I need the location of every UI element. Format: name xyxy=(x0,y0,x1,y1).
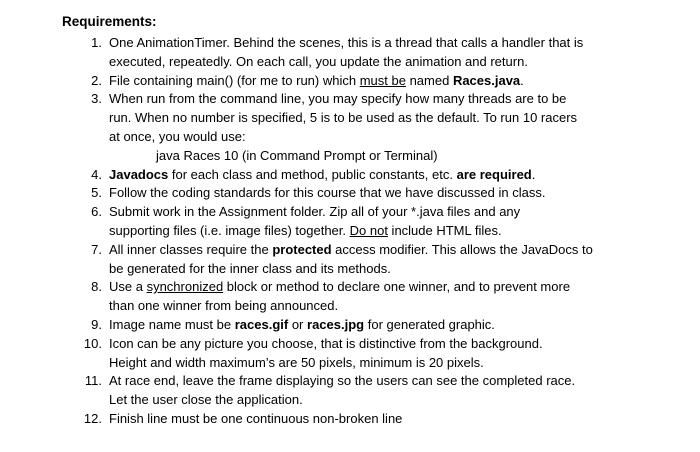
bold-filename: races.jpg xyxy=(307,316,365,332)
item-number: 11. xyxy=(84,373,102,389)
text-run: . xyxy=(520,72,524,88)
item-text-line: When run from the command line, you may specify how many threads are to be xyxy=(109,91,567,107)
item-text-line: Let the user close the application. xyxy=(109,392,303,408)
text-run: All inner classes require the xyxy=(109,241,273,257)
item-text-line: One AnimationTimer. Behind the scenes, this is a thread that calls a handler that is xyxy=(109,35,584,50)
requirements-list xyxy=(0,34,700,429)
item-number: 8. xyxy=(91,279,102,295)
bold-filename: races.gif xyxy=(234,316,289,332)
item-text-line: executed, repeatedly. On each call, you update the animation and return. xyxy=(109,53,528,69)
underlined-text: must be xyxy=(359,72,406,88)
underlined-text: synchronized xyxy=(146,279,224,295)
requirement-item-9 xyxy=(0,316,647,335)
bold-text: protected xyxy=(272,241,332,257)
text-run: Image name must be xyxy=(109,316,235,332)
text-run: block or method to declare one winner, and to prevent more xyxy=(223,279,571,295)
item-text-line: Finish line must be one continuous non-broken line xyxy=(109,410,403,426)
item-number: 6. xyxy=(91,204,102,220)
text-run: or xyxy=(288,316,308,332)
item-text-line: Follow the coding standards for this course that we have discussed in class. xyxy=(109,185,546,201)
text-run: named xyxy=(405,72,453,88)
requirement-item-10 xyxy=(0,335,647,373)
item-text-line: Icon can be any picture you choose, that is distinctive from the background. xyxy=(109,335,543,351)
item-text-line: run. When no number is specified, 5 is to be used as the default. To run 10 racers xyxy=(109,110,578,126)
text-run: Use a xyxy=(109,279,147,295)
text-run: for generated graphic. xyxy=(364,316,495,332)
requirement-item-7 xyxy=(0,241,647,279)
text-run: supporting files (i.e. image files) together. xyxy=(109,222,350,238)
underlined-text: Do not xyxy=(349,222,388,238)
item-number: 1. xyxy=(91,35,102,50)
requirement-item-5 xyxy=(0,184,647,203)
item-number: 5. xyxy=(91,185,102,201)
item-text-line: Submit work in the Assignment folder. Zip all of your *.java files and any xyxy=(109,204,521,220)
bold-filename: Races.java xyxy=(452,72,521,88)
text-run: include HTML files. xyxy=(387,222,502,238)
item-number: 10. xyxy=(83,335,102,351)
text-run: access modifier. This allows the JavaDocs to xyxy=(331,241,593,257)
item-text-line: Height and width maximum’s are 50 pixels, minimum is 20 pixels. xyxy=(109,354,484,370)
item-text-line xyxy=(109,222,647,241)
requirement-item-6 xyxy=(0,203,647,241)
item-number: 3. xyxy=(91,91,102,107)
item-text-line: be generated for the inner class and its methods. xyxy=(109,260,391,276)
text-run: for each class and method, public constants, etc. xyxy=(168,166,457,182)
requirement-item-11 xyxy=(0,372,647,410)
requirement-item-3 xyxy=(0,90,647,165)
item-text-line xyxy=(109,166,647,185)
item-number: 2. xyxy=(91,72,102,88)
item-text-line xyxy=(109,72,647,91)
item-text-line: at once, you would use: xyxy=(109,128,246,144)
item-text-line: At race end, leave the frame displaying so the users can see the completed race. xyxy=(109,373,576,389)
requirement-item-2 xyxy=(0,72,647,91)
item-text-line: than one winner from being announced. xyxy=(109,298,339,314)
text-run: File containing main() (for me to run) which xyxy=(109,72,360,88)
command-example: java Races 10 (in Command Prompt or Terminal) xyxy=(156,147,438,163)
bold-text: are required xyxy=(456,166,532,182)
item-text-line xyxy=(109,278,647,297)
requirement-item-4 xyxy=(0,166,647,185)
item-number: 12. xyxy=(83,410,102,426)
requirement-item-12 xyxy=(0,410,647,429)
item-number: 4. xyxy=(91,166,102,182)
item-number: 9. xyxy=(91,316,102,332)
bold-text: Javadocs xyxy=(109,166,169,182)
item-text-line xyxy=(109,241,647,260)
item-text-line xyxy=(109,316,647,335)
requirement-item-1 xyxy=(0,34,647,72)
text-run: . xyxy=(531,166,536,182)
requirement-item-8 xyxy=(0,278,647,316)
item-number: 7. xyxy=(91,241,102,257)
requirements-heading: Requirements: xyxy=(62,14,157,29)
